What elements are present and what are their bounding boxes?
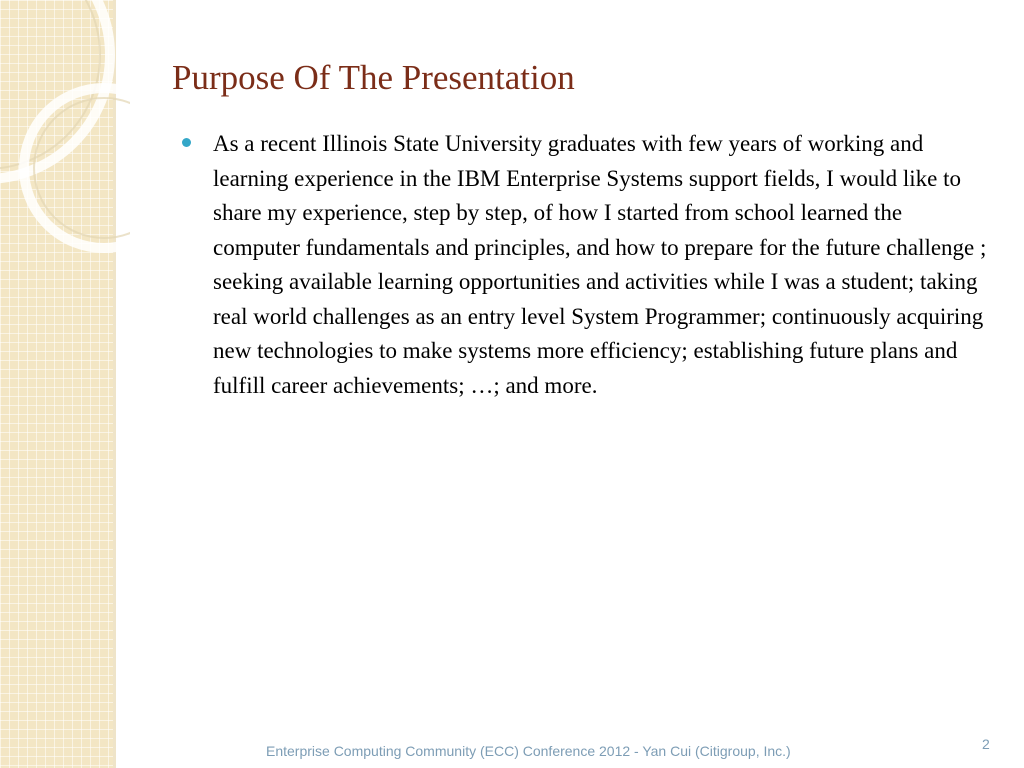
bullet-item [178,127,993,403]
slide-footer: Enterprise Computing Community (ECC) Conference 2012 - Yan Cui (Citigroup, Inc.) [266,743,791,759]
bullet-dot-icon [182,138,191,147]
slide-title: Purpose Of The Presentation [172,58,575,97]
side-panel-border [113,0,116,768]
bullet-list [178,127,993,403]
bullet-text: As a recent Illinois State University graduates with few years of working and learning experience in the IBM Enterprise Systems support fields, I would like to share my experience, step by step, of how I started from school learned the computer fundamentals and principles, and how to prepare for the future challenge ; seeking available learning opportunities and activities while I was a student; taking real world challenges as an entry level System Programmer; continuously acquiring new technologies to make systems more efficiency; establishing future plans and fulfill career achievements; …; and more. [213,131,987,398]
page-number: 2 [982,736,990,752]
side-panel-grid-pattern [0,0,113,768]
